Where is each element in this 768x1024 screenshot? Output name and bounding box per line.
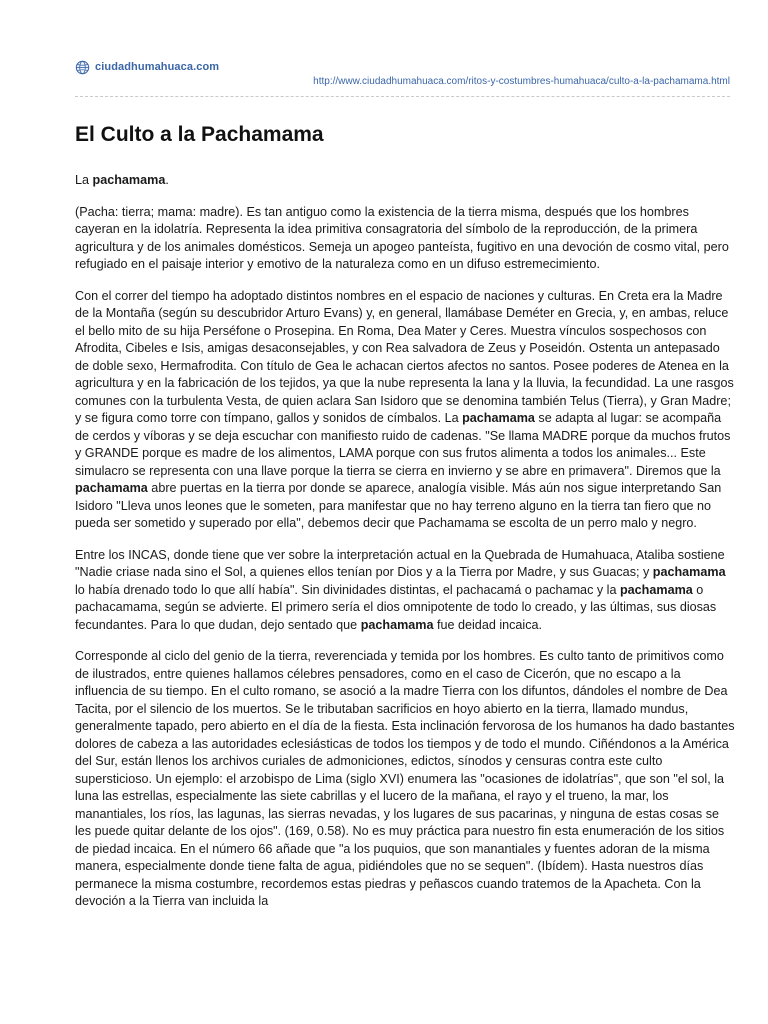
paragraph-text: Corresponde al ciclo del genio de la tierra, reverenciada y temida por los hombres. Es culto tanto de primitivos como de ilustrados, entre quienes hallamos célebres pensadores, como en el caso de Cicerón, que no escapo a la influencia de su tiempo. En el culto romano, se asoció a la madre Tierra con los difuntos, dándoles el nombre de Dea Tacita, por el silencio de los muertos. Se le tributaban sacrificios en hoyo abierto en la tierra, llamado mundus, generalmente tapado, pero abierto en el día de la fiesta. Esta inclinación fervorosa de los humanos ha dado bastantes dolores de cabeza a las autoridades eclesiásticas de todos los tiempos y de todo el mundo. Ciñéndonos a la América del Sur, están llenos los archivos curiales de admoniciones, edictos, sínodos y censuras contra este culto supersticioso. Un ejemplo: el arzobispo de Lima (siglo XVI) enumera las "ocasiones de idolatrías", que son "el sol, la luna las estrellas, especialmente las siete cabrillas y el lucero de la mañana, el rayo y el trueno, la mar, los manantiales, los ríos, las lagunas, las sierras nevadas, y los lugares de sus pacarinas, y ninguna de estas cosas se les puede quitar delante de los ojos". (169, 0.58). No es muy práctica para nuestro fin esta enumeración de los sitios de piedad incaica. En el número 66 añade que "a los puquios, que son manantiales y fuentes adoran de la misma manera, especialmente donde tiene falta de agua, pidiéndoles que no se sequen". (Ibídem). Hasta nuestros días permanece la misma costumbre, recordemos estas piedras y peñascos cuando tratemos de la Apacheta. Con la devoción a la Tierra van incluida la bbox=[75, 649, 735, 908]
site-header bbox=[75, 58, 730, 89]
bold-term: pachamama bbox=[360, 617, 434, 632]
source-url-link[interactable]: http://www.ciudadhumahuaca.com/ritos-y-costumbres-humahuaca/culto-a-la-pachamama.html bbox=[313, 76, 730, 87]
article-body bbox=[75, 172, 735, 925]
paragraph-text: La bbox=[75, 173, 93, 187]
article-title: El Culto a la Pachamama bbox=[75, 123, 324, 146]
paragraph bbox=[75, 204, 735, 274]
paragraph-text: lo había drenado todo lo que allí había". Sin divinidades distintas, el pachacamá o pachamac y la bbox=[75, 582, 620, 597]
paragraph-text: abre puertas en la tierra por donde se aparece, analogía visible. Más aún nos sigue interpretando San Isidoro "Lleva unos leones que le someten, para manifestar que no hay terreno alguno en la tierra tan fiero que no pueda ser sometido y superado por ella", debemos decir que Pachamama se escolta de un perro malo y negro. bbox=[75, 481, 722, 530]
paragraph-text: fue deidad incaica. bbox=[433, 617, 543, 632]
paragraph bbox=[75, 547, 735, 635]
bold-term: pachamama bbox=[75, 481, 148, 495]
paragraph bbox=[75, 648, 735, 911]
header-divider bbox=[75, 96, 730, 97]
bold-term: pachamama bbox=[462, 411, 535, 425]
paragraph-text: o pachacamama, según se advierte. El primero sería el dios omnipotente de todo lo creado, y las últimas, sus diosas fecundantes. Para lo que dudan, dejo sentado que bbox=[75, 582, 717, 632]
paragraph-text: (Pacha: tierra; mama: madre). Es tan antiguo como la existencia de la tierra misma, después que los hombres cayeran en la idolatría. Representa la idea primitiva consagratoria del símbolo de la reproducción, de la primera agricultura y de los animales domésticos. Semeja un apogeo panteísta, fugitivo en una devoción de cosmo vital, pero refugiado en el paisaje interior y emotivo de la naturaleza como en un difuso estremecimiento. bbox=[75, 204, 729, 271]
site-name[interactable]: ciudadhumahuaca.com bbox=[95, 61, 220, 73]
bold-term: pachamama bbox=[619, 582, 693, 597]
bold-term: pachamama bbox=[92, 173, 166, 187]
paragraph bbox=[75, 288, 735, 533]
bold-term: pachamama bbox=[652, 565, 726, 579]
globe-icon bbox=[75, 60, 90, 75]
paragraph-text: . bbox=[165, 173, 169, 187]
paragraph-text: Con el correr del tiempo ha adoptado distintos nombres en el espacio de naciones y culturas. En Creta era la Madre de la Montaña (según su descubridor Arturo Evans) y, en general, llamábase Deméter en Grecia, y, en ambas, reluce el bello mito de su hija Perséfone o Prosepina. En Roma, Dea Mater y Ceres. Muestra vínculos sospechosos con Afrodita, Cibeles e Isis, amigas desaconsejables, y con Rea salvadora de Zeus y Poseidón. Ostenta un antepasado de doble sexo, Hermafrodita. Con título de Gea le achacan ciertos afectos no santos. Posee poderes de Atenea en la agricultura y en la fabricación de los tejidos, ya que la nube representa la lana y la lluvia, la fecundidad. La une rasgos comunes con la turbulenta Vesta, de quien aclara San Isidoro que se denomina también Telus (Tierra), y Gran Madre; y se figura como torre con tímpano, gallos y sonidos de címbalos. La bbox=[75, 288, 734, 425]
paragraph-text: Entre los INCAS, donde tiene que ver sobre la interpretación actual en la Quebrada de Humahuaca, Ataliba sostiene "Nadie criase nada sino el Sol, a quienes ellos tenían por Dios y a la Tierra por Madre, y sus Guacas; y bbox=[75, 547, 725, 579]
site-brand[interactable] bbox=[75, 58, 730, 76]
paragraph-text: se adapta al lugar: se acompaña de cerdos y víboras y se deja escuchar con manifiesto ruido de cadenas. "Se llama MADRE porque da muchos frutos y GRANDE porque es madre de los alimentos, LAMA porque con sus frutos alimenta a todos los animales... Este simulacro se representa con una llave porque la tierra se cierra en invierno y se abre en primavera". Diremos que la bbox=[75, 411, 731, 478]
paragraph bbox=[75, 172, 735, 190]
